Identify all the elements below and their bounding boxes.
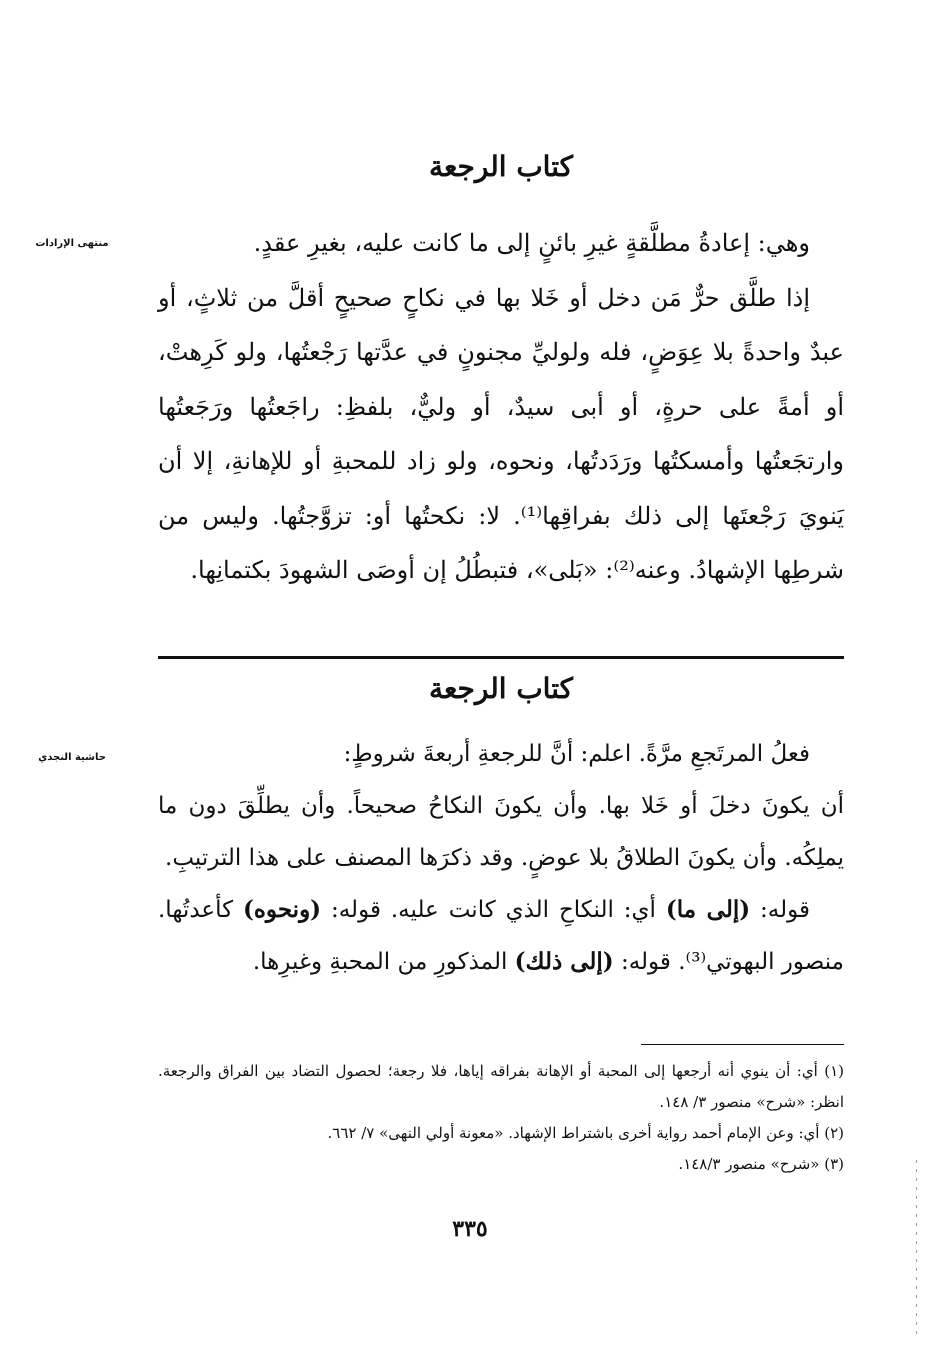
hashiya-p3-quote-1: (إلى ما) (665, 896, 751, 923)
hashiya-p3-part-g: المذكورِ من المحبةِ وغيرِها. (252, 949, 515, 975)
main-paragraph-1: وهي: إعادةُ مطلَّقةٍ غيرِ بائنٍ إلى ما كانت عليه، بغيرِ عقدٍ. (253, 229, 810, 257)
side-label-main: منتهى الإرادات (35, 238, 109, 249)
hashiya-p3-part-e: كأعدتُها. منصور البهوتي⁽³⁾. قوله: (158, 897, 844, 975)
hashiya-paragraph-2: أن يكونَ دخلَ أو خَلا بها. وأن يكونَ النكاحُ صحيحاً. وأن يطلِّقَ دون ما يملِكُه. وأن يكونَ الطلاقُ بلا عوضٍ. وقد ذكرَها المصنف على هذا الترتيبِ. (158, 793, 844, 871)
side-label-hashiya: حاشية النجدي (38, 752, 106, 763)
main-text (158, 216, 844, 598)
hashiya-paragraph-1: فعلُ المرتَجعِ مرَّةً. اعلم: أنَّ للرجعةِ أربعةَ شروطٍ: (343, 741, 810, 767)
hashiya-p3-part-c: أي: النكاحِ الذي كانت عليه. قوله: (321, 897, 666, 923)
footnote-3: (٣) «شرح» منصور ١٤٨/٣. (678, 1155, 844, 1173)
main-title: كتاب الرجعة (428, 150, 573, 183)
hashiya-paragraph-3 (158, 884, 844, 988)
page-number: ٣٣٥ (452, 1216, 488, 1242)
footnote-rule (641, 1044, 844, 1045)
hashiya-text (158, 728, 844, 988)
hashiya-title: كتاب الرجعة (428, 672, 573, 705)
footnote-1: (١) أي: أن ينوي أنه أرجعها إلى المحبة أو الإهانة بفراقه إياها، فلا رجعة؛ لحصول التضاد بين الفراق والرجعة. انظر: «شرح» منصور ٣/ ١٤٨. (158, 1062, 844, 1111)
hashiya-p3-part-a: قوله: (750, 897, 811, 923)
scan-edge-mark (916, 1160, 917, 1340)
hashiya-p3-quote-3: (إلى ذلك) (514, 948, 614, 975)
section-divider (158, 656, 844, 659)
footnotes (158, 1056, 844, 1180)
hashiya-p3-quote-2: (ونحوه) (243, 896, 322, 923)
footnote-2: (٢) أي: وعن الإمام أحمد رواية أخرى باشتراط الإشهاد. «معونة أولي النهى» ٧/ ٦٦٢. (327, 1124, 844, 1142)
main-paragraph-2: إذا طلَّق حرٌّ مَن دخل أو خَلا بها في نكاحٍ صحيحٍ أقلَّ من ثلاثٍ، أو عبدٌ واحدةً بلا عِوَضٍ، فله ولوليِّ مجنونٍ في عدَّتها رَجْعتُها، ولو كَرِهتْ، أو أمةً على حرةٍ، أو أبى سيدٌ، أو وليٌّ، بلفظِ: راجَعتُها ورَجَعتُها وارتجَعتُها وأمسكتُها ورَدَدتُها، ونحوه، ولو زاد للمحبةِ أو للإهانةِ، إلا أن يَنويَ رَجْعتَها إلى ذلك بفراقِها⁽¹⁾. لا: نكحتُها أو: تزوَّجتُها. وليس من شرطِها الإشهادُ. وعنه⁽²⁾: «بَلى»، فتبطُلُ إن أوصَى الشهودَ بكتمانِها. (158, 283, 845, 584)
